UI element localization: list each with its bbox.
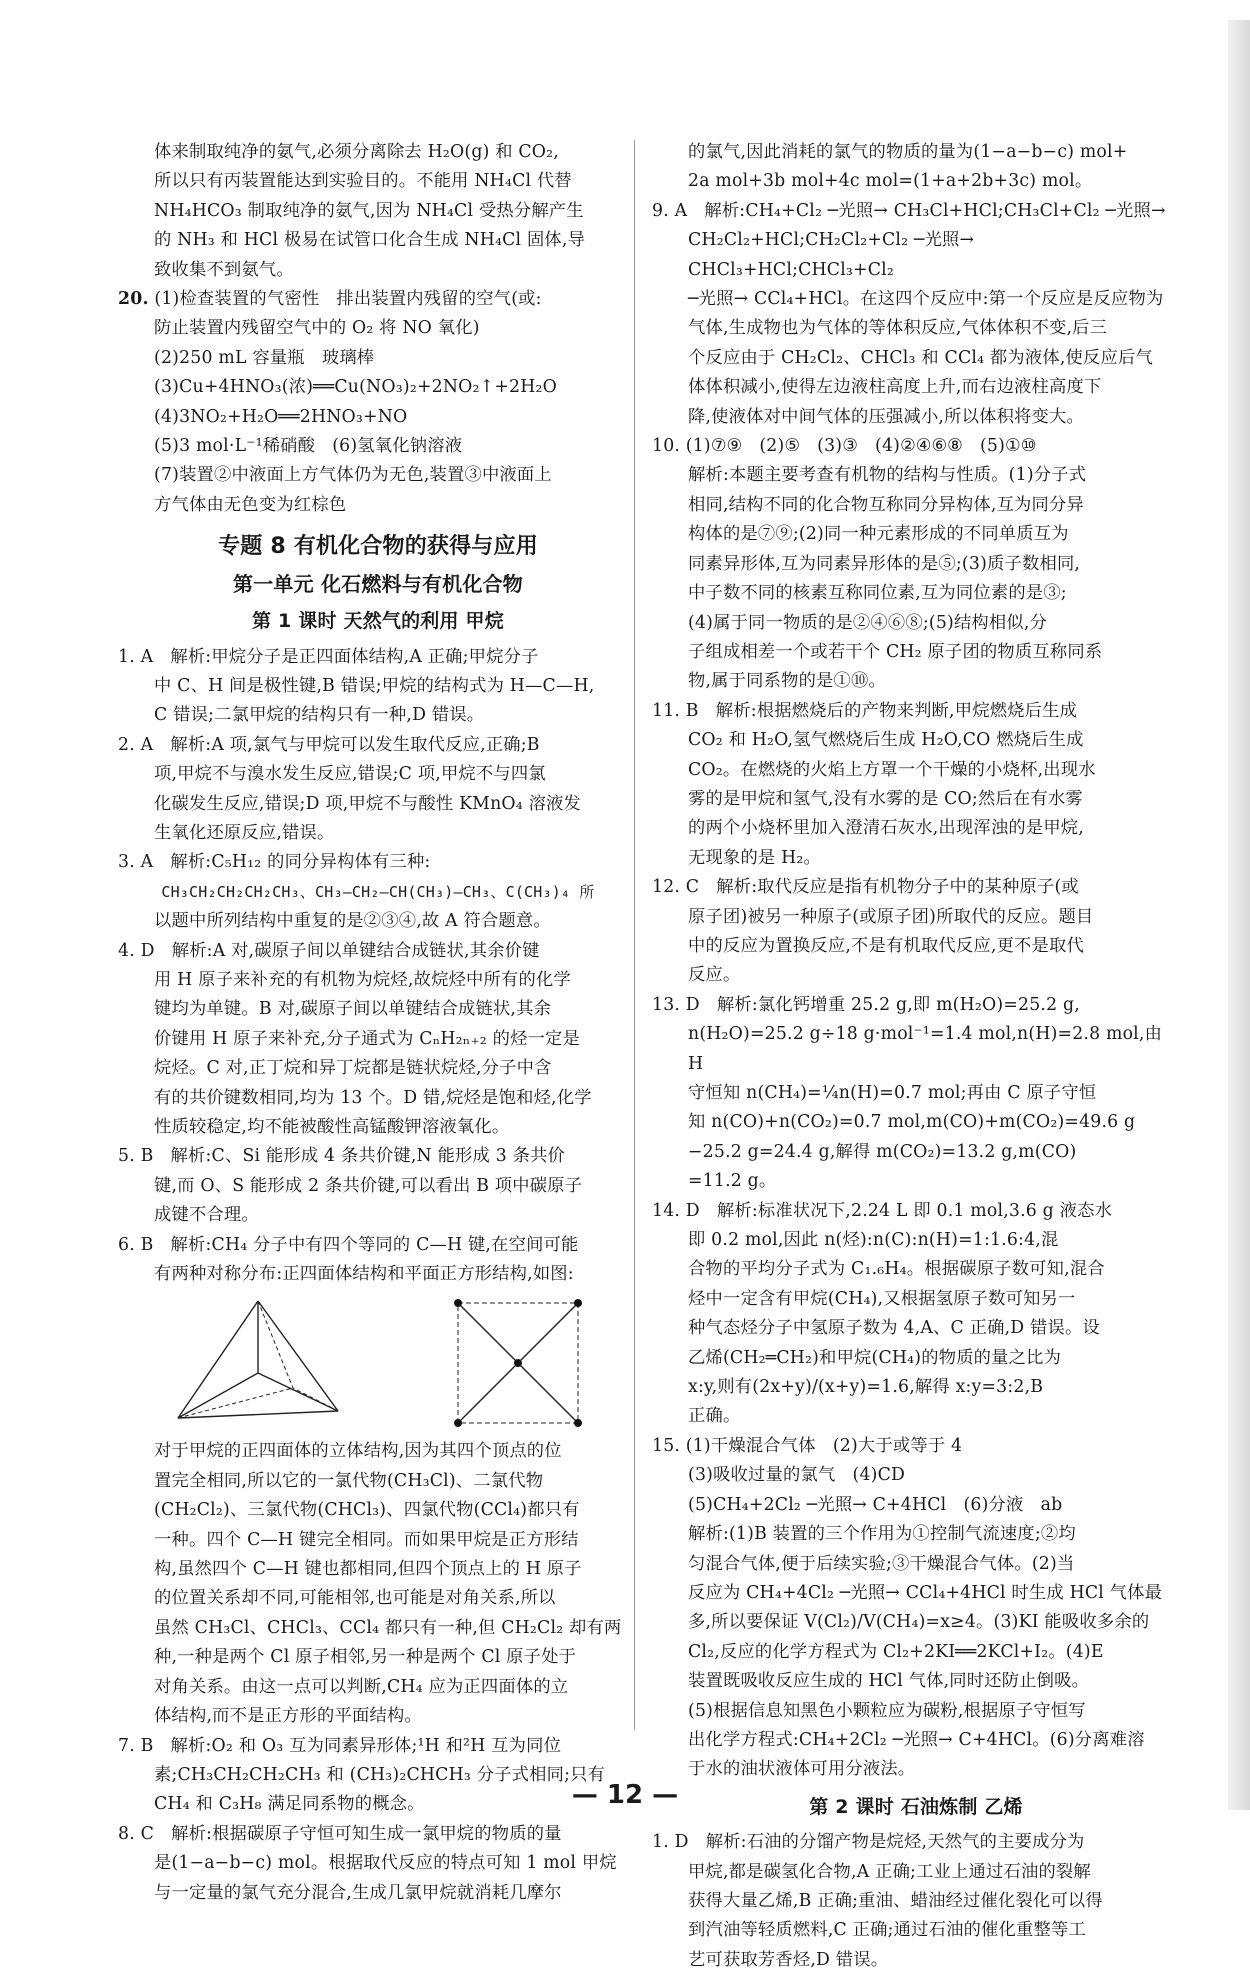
text-line: 合物的平均分子式为 C₁.₆H₄。根据碳原子数可知,混合 xyxy=(688,1259,1105,1280)
text-line: 解析:本题主要考查有机物的结构与性质。(1)分子式 xyxy=(688,465,1087,486)
text-line: =11.2 g。 xyxy=(688,1171,777,1192)
text-line: 中子数不同的核素互称同位素,互为同位素的是③; xyxy=(688,583,1067,604)
text-line: 匀混合气体,便于后续实验;③干燥混合气体。(2)当 xyxy=(688,1553,1075,1574)
text-line: 对角关系。由这一点可以判断,CH₄ 应为正四面体的立 xyxy=(154,1676,569,1697)
text-line: 烃中一定含有甲烷(CH₄),又根据氢原子数可知另一 xyxy=(688,1288,1076,1309)
answer-1-lesson2 xyxy=(652,1828,1180,1975)
text-line: 项,甲烷不与溴水发生反应,错误;C 项,甲烷不与四氯 xyxy=(154,764,546,785)
answer-1 xyxy=(118,643,638,731)
text-line: 12. C 解析:取代反应是指有机物分子中的某种原子(或 xyxy=(652,877,1079,898)
answer-8-continued xyxy=(652,138,1180,197)
text-line: (7)装置②中液面上方气体仍为无色,装置③中液面上 xyxy=(154,465,552,486)
text-line: 7. B 解析:O₂ 和 O₃ 互为同素异形体;¹H 和²H 互为同位 xyxy=(118,1735,562,1756)
text-line: 2a mol+3b mol+4c mol=(1+a+2b+3c) mol。 xyxy=(688,171,1093,192)
text-line: 用 H 原子来补充的有机物为烷烃,故烷烃中所有的化学 xyxy=(154,969,571,990)
answer-13 xyxy=(652,991,1180,1197)
text-line: 同素异形体,互为同素异形体的是⑤;(3)质子数相同, xyxy=(688,553,1081,574)
text-line: 气体,生成物也为气体的等体积反应,气体体积不变,后三 xyxy=(688,318,1108,339)
text-line: 5. B 解析:C、Si 能形成 4 条共价键,N 能形成 3 条共价 xyxy=(118,1146,566,1167)
text-line: CH₄ 和 C₃H₈ 满足同系物的概念。 xyxy=(154,1794,425,1815)
answer-5 xyxy=(118,1142,638,1230)
text-line: 致收集不到氨气。 xyxy=(154,259,294,280)
text-line: CO₂ 和 H₂O,氢气燃烧后生成 H₂O,CO 燃烧后生成 xyxy=(688,730,1084,751)
answer-15 xyxy=(652,1432,1180,1785)
answer-11 xyxy=(652,697,1180,873)
text-line: 反应。 xyxy=(688,965,741,986)
text-line: 8. C 解析:根据碳原子守恒可知生成一氯甲烷的物质的量 xyxy=(118,1823,562,1844)
text-line: 物,属于同系物的是①⑩。 xyxy=(688,671,886,692)
text-line: 体体积减小,使得左边液柱高度上升,而右边液柱高度下 xyxy=(688,377,1102,398)
text-line: Cl₂,反应的化学方程式为 Cl₂+2KI══2KCl+I₂。(4)E xyxy=(688,1641,1104,1662)
text-line: n(H₂O)=25.2 g÷18 g·mol⁻¹=1.4 mol,n(H)=2.8 mol,由 H xyxy=(688,1024,1168,1074)
text-line: 13. D 解析:氯化钙增重 25.2 g,即 m(H₂O)=25.2 g, xyxy=(652,994,1080,1015)
text-line: 性质较稳定,均不能被酸性高锰酸钾溶液氧化。 xyxy=(154,1117,510,1137)
text-line: 的 NH₃ 和 HCl 极易在试管口化合生成 NH₄Cl 固体,导 xyxy=(154,230,586,251)
text-line: (5)根据信息知黑色小颗粒应为碳粉,根据原子守恒写 xyxy=(688,1700,1086,1721)
text-line: 2. A 解析:A 项,氯气与甲烷可以发生取代反应,正确;B xyxy=(118,734,540,755)
lesson-title: 第 2 课时 石油炼制 乙烯 xyxy=(809,1795,1023,1818)
text-line: 6. B 解析:CH₄ 分子中有四个等同的 C—H 键,在空间可能 xyxy=(118,1234,579,1255)
text-line: NH₄HCO₃ 制取纯净的氨气,因为 NH₄Cl 受热分解产生 xyxy=(154,200,584,221)
text-line: 中的反应为置换反应,不是有机取代反应,更不是取代 xyxy=(688,935,1084,956)
text-line: 子组成相差一个或若干个 CH₂ 原子团的物质互称同系 xyxy=(688,641,1103,662)
text-line: 10. (1)⑦⑨ (2)⑤ (3)③ (4)②④⑥⑧ (5)①⑩ xyxy=(652,436,1037,457)
text-line: 多,所以要保证 V(Cl₂)/V(CH₄)=x≥4。(3)KI 能吸收多余的 xyxy=(688,1612,1150,1633)
text-line: 方气体由无色变为红棕色 xyxy=(154,494,347,515)
text-line: 价键用 H 原子来补充,分子通式为 CₙH₂ₙ₊₂ 的烃一定是 xyxy=(154,1028,581,1049)
text-line: 种气态烃分子中氢原子数为 4,A、C 正确,D 错误。设 xyxy=(688,1318,1100,1339)
text-line: 无现象的是 H₂。 xyxy=(688,847,821,868)
text-line: 生氧化还原反应,错误。 xyxy=(154,822,335,843)
question-number: 20. xyxy=(118,289,149,310)
methane-structure-formula: H—C—H xyxy=(509,675,589,696)
text-line: 反应为 CH₄+4Cl₂ ─光照→ CCl₄+4HCl 时生成 HCl 气体最 xyxy=(688,1582,1163,1603)
text-line: 4. D 解析:A 对,碳原子间以单键结合成链状,其余价键 xyxy=(118,940,540,961)
text-line: 所以只有丙装置能达到实验目的。不能用 NH₄Cl 代替 xyxy=(154,171,572,192)
page-number: — 12 — xyxy=(571,1780,679,1810)
answer-2 xyxy=(118,731,638,849)
text-line: (4)属于同一物质的是②④⑥⑧;(5)结构相似,分 xyxy=(688,612,1048,633)
text-line: 种,一种是两个 Cl 原子相邻,另一种是两个 Cl 原子处于 xyxy=(154,1647,577,1668)
text-line: 乙烯(CH₂═CH₂)和甲烷(CH₄)的物质的量之比为 xyxy=(688,1347,1062,1368)
text-line: 9. A 解析:CH₄+Cl₂ ─光照→ CH₃Cl+HCl;CH₃Cl+Cl₂ ─光照→ xyxy=(652,200,1166,221)
text-line: 有两种对称分布:正四面体结构和平面正方形结构,如图: xyxy=(154,1264,574,1285)
text-line: 解析:(1)B 装置的三个作用为①控制气流速度;②均 xyxy=(688,1524,1076,1545)
text-line: 甲烷,都是碳氢化合物,A 正确;工业上通过石油的裂解 xyxy=(688,1861,1091,1882)
text-line: (4)3NO₂+H₂O══2HNO₃+NO xyxy=(154,406,408,427)
answer-4 xyxy=(118,937,638,1143)
answer-9 xyxy=(652,197,1180,432)
answer-8 xyxy=(118,1820,638,1908)
pentane-isomers-formula: CH₃CH₂CH₂CH₂CH₃、CH₃—CH₂—CH(CH₃)—CH₃、C(CH₃)₄ 所 xyxy=(161,882,595,901)
text-line: (5)3 mol·L⁻¹稀硝酸 (6)氢氧化钠溶液 xyxy=(154,436,463,457)
text-line: 体结构,而不是正方形的平面结构。 xyxy=(154,1706,422,1727)
text-line: 于水的油状液体可用分液法。 xyxy=(688,1759,916,1780)
left-column xyxy=(118,138,638,1908)
topic-title: 专题 8 有机化合物的获得与应用 xyxy=(218,534,538,560)
text-line: 1. A 解析:甲烷分子是正四面体结构,A 正确;甲烷分子 xyxy=(118,646,539,667)
text-line: 置完全相同,所以它的一氯代物(CH₃Cl)、二氯代物 xyxy=(154,1470,544,1491)
text-line: 键,而 O、S 能形成 2 条共价键,可以看出 B 项中碳原子 xyxy=(154,1175,583,1196)
text-line: 体来制取纯净的氨气,必须分离除去 H₂O(g) 和 CO₂, xyxy=(154,142,559,162)
right-column xyxy=(652,138,1180,1975)
text-line: 个反应由于 CH₂Cl₂、CHCl₃ 和 CCl₄ 都为液体,使反应后气 xyxy=(688,347,1153,368)
text-line: (1)检查装置的气密性 排出装置内残留的空气(或: xyxy=(154,289,542,310)
page-edge-shadow xyxy=(1228,20,1250,1810)
tetrahedron-diagram xyxy=(163,1293,353,1433)
text-line: 一种。四个 C—H 键完全相同。而如果甲烷是正方形结 xyxy=(154,1529,579,1550)
text-line: 正确。 xyxy=(688,1406,741,1427)
text-line: 素;CH₃CH₂CH₂CH₃ 和 (CH₃)₂CHCH₃ 分子式相同;只有 xyxy=(154,1764,606,1785)
text-line: 获得大量乙烯,B 正确;重油、蜡油经过催化裂化可以得 xyxy=(688,1890,1103,1911)
text-line: 相同,结构不同的化合物互称同分异构体,互为同分异 xyxy=(688,494,1084,515)
text-line: 15. (1)干燥混合气体 (2)大于或等于 4 xyxy=(652,1435,963,1456)
text-line: (5)CH₄+2Cl₂ ─光照→ C+4HCl (6)分液 ab xyxy=(688,1494,1063,1515)
text-line: 虽然 CH₃Cl、CHCl₃、CCl₄ 都只有一种,但 CH₂Cl₂ 却有两 xyxy=(154,1617,622,1638)
text-line: 即 0.2 mol,因此 n(烃):n(C):n(H)=1:1.6:4,混 xyxy=(688,1230,1059,1251)
text-line: 烷烃。C 对,正丁烷和异丁烷都是链状烷烃,分子中含 xyxy=(154,1058,552,1079)
lesson-title: 第 1 课时 天然气的利用 甲烷 xyxy=(252,610,504,633)
text-line: 原子团)被另一种原子(或原子团)所取代的反应。题目 xyxy=(688,906,1094,927)
text-line: 14. D 解析:标准状况下,2.24 L 即 0.1 mol,3.6 g 液态水 xyxy=(652,1200,1113,1221)
text-line: 成键不合理。 xyxy=(154,1205,259,1226)
text-line: (2)250 mL 容量瓶 玻璃棒 xyxy=(154,347,375,368)
text-line: C 错误;二氯甲烷的结构只有一种,D 错误。 xyxy=(154,705,485,726)
text-line: 装置既吸收反应生成的 HCl 气体,同时还防止倒吸。 xyxy=(688,1671,1090,1692)
text-line: 构体的是⑦⑨;(2)同一种元素形成的不同单质互为 xyxy=(688,524,1069,545)
text-line: ─光照→ CCl₄+HCl。在这四个反应中:第一个反应是反应物为 xyxy=(688,289,1164,310)
answer-10 xyxy=(652,432,1180,697)
text-line: 到汽油等轻质燃料,C 正确;通过石油的催化重整等工 xyxy=(688,1920,1086,1941)
text-line: 构,虽然四个 C—H 键也都相同,但四个顶点上的 H 原子 xyxy=(154,1559,582,1580)
text-line: 有的共价键数相同,均为 13 个。D 错,烷烃是饱和烃,化学 xyxy=(154,1087,592,1108)
text-line: 与一定量的氯气充分混合,生成几氯甲烷就消耗几摩尔 xyxy=(154,1882,562,1903)
text-line: 中 C、H 间是极性键,B 错误;甲烷的结构式为 H—C—H, xyxy=(154,675,595,696)
answer-14 xyxy=(652,1197,1180,1432)
text-line: 11. B 解析:根据燃烧后的产物来判断,甲烷燃烧后生成 xyxy=(652,700,1078,721)
text-line: 艺可获取芳香烃,D 错误。 xyxy=(688,1949,889,1970)
text-line: 降,使液体对中间气体的压强减小,所以体积将变大。 xyxy=(688,406,1084,427)
text-line: 对于甲烷的正四面体的立体结构,因为其四个顶点的位 xyxy=(154,1441,562,1462)
text-line: (3)Cu+4HNO₃(浓)══Cu(NO₃)₂+2NO₂↑+2H₂O xyxy=(154,377,557,398)
text-line: 1. D 解析:石油的分馏产物是烷烃,天然气的主要成分为 xyxy=(652,1832,1085,1853)
text-line: 雾的是甲烷和氢气,没有水雾的是 CO;然后在有水雾 xyxy=(688,788,1083,809)
methane-geometry-diagram xyxy=(118,1293,638,1433)
answer-3 xyxy=(118,848,638,936)
text-line: 以题中所列结构中重复的是②③④,故 A 符合题意。 xyxy=(154,911,551,932)
intro-paragraph xyxy=(118,138,638,285)
text-line: 是(1−a−b−c) mol。根据取代反应的特点可知 1 mol 甲烷 xyxy=(154,1853,617,1874)
text-line: 守恒知 n(CH₄)=¼n(H)=0.7 mol;再由 C 原子守恒 xyxy=(688,1083,1097,1103)
text-line: (CH₂Cl₂)、三氯代物(CHCl₃)、四氯代物(CCl₄)都只有 xyxy=(154,1500,580,1521)
answer-12 xyxy=(652,873,1180,991)
text-line: 知 n(CO)+n(CO₂)=0.7 mol,m(CO)+m(CO₂)=49.6 g xyxy=(688,1112,1136,1133)
text-line: 出化学方程式:CH₄+2Cl₂ ─光照→ C+4HCl。(6)分离难溶 xyxy=(688,1729,1145,1750)
text-line: 的位置关系却不同,可能相邻,也可能是对角关系,所以 xyxy=(154,1588,556,1609)
answer-20 xyxy=(118,285,638,520)
text-line: (3)吸收过量的氯气 (4)CD xyxy=(688,1465,906,1486)
text-line: CH₂Cl₂+HCl;CH₂Cl₂+Cl₂ ─光照→ CHCl₃+HCl;CHCl₃+Cl₂ xyxy=(688,230,980,280)
text-line: CO₂。在燃烧的火焰上方罩一个干燥的小烧杯,出现水 xyxy=(688,759,1096,780)
text-line: 的两个小烧杯里加入澄清石灰水,出现浑浊的是甲烷, xyxy=(688,818,1084,839)
answer-6 xyxy=(118,1231,638,1732)
text-line: x:y,则有(2x+y)/(x+y)=1.6,解得 x:y=3:2,B xyxy=(688,1377,1044,1398)
text-line: 的氯气,因此消耗的氯气的物质的量为(1−a−b−c) mol+ xyxy=(688,142,1128,162)
text-line: 键均为单键。B 对,碳原子间以单键结合成链状,其余 xyxy=(154,999,552,1020)
text-line: −25.2 g=24.4 g,解得 m(CO₂)=13.2 g,m(CO) xyxy=(688,1141,1077,1162)
text-line: 化碳发生反应,错误;D 项,甲烷不与酸性 KMnO₄ 溶液发 xyxy=(154,793,582,814)
text-line: 3. A 解析:C₅H₁₂ 的同分异构体有三种: xyxy=(118,852,431,873)
text-line: 防止装置内残留空气中的 O₂ 将 NO 氧化) xyxy=(154,318,480,339)
square-planar-diagram xyxy=(443,1293,593,1433)
unit-title: 第一单元 化石燃料与有机化合物 xyxy=(233,571,523,596)
